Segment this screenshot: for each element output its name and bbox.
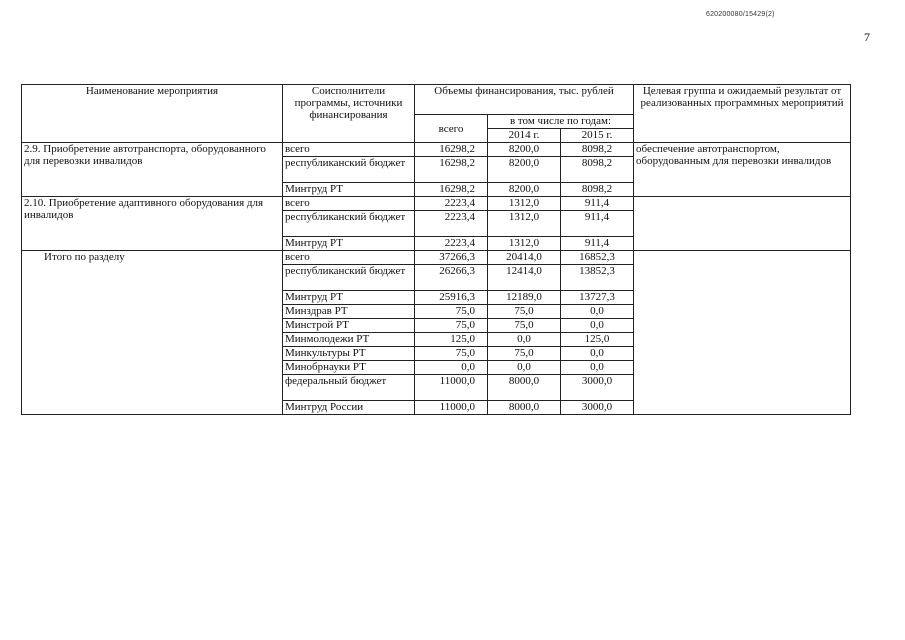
total-value: 2223,4 [415, 211, 488, 237]
total-value: 75,0 [415, 347, 488, 361]
funding-source: всего [283, 251, 415, 265]
total-value: 2223,4 [415, 237, 488, 251]
year-2014-value: 75,0 [488, 305, 561, 319]
header-by-years: в том числе по годам: [488, 115, 634, 129]
year-2014-value: 8200,0 [488, 157, 561, 183]
year-2014-value: 8200,0 [488, 183, 561, 197]
total-value: 16298,2 [415, 143, 488, 157]
measure-name: 2.10. Приобретение адаптивного оборудования для инвалидов [22, 197, 283, 251]
year-2015-value: 13727,3 [561, 291, 634, 305]
table-row [22, 143, 851, 157]
funding-source: всего [283, 143, 415, 157]
year-2014-value: 12414,0 [488, 265, 561, 291]
total-value: 2223,4 [415, 197, 488, 211]
year-2014-value: 75,0 [488, 347, 561, 361]
funding-source: Минобрнауки РТ [283, 361, 415, 375]
year-2014-value: 8200,0 [488, 143, 561, 157]
year-2015-value: 0,0 [561, 305, 634, 319]
funding-source: Минтруд РТ [283, 183, 415, 197]
page-number: 7 [864, 30, 870, 44]
table-row [22, 251, 851, 265]
funding-source: Минмолодежи РТ [283, 333, 415, 347]
measure-name: Итого по разделу [22, 251, 283, 415]
header-total: всего [415, 115, 488, 143]
header-target: Целевая группа и ожидаемый результат от реализованных программных мероприятий [634, 85, 851, 143]
funding-source: республиканский бюджет [283, 265, 415, 291]
target-result: обеспечение автотранспортом, оборудованным для перевозки инвалидов [634, 143, 851, 197]
table-body [22, 143, 851, 415]
year-2015-value: 0,0 [561, 361, 634, 375]
year-2014-value: 8000,0 [488, 375, 561, 401]
total-value: 25916,3 [415, 291, 488, 305]
funding-source: Минздрав РТ [283, 305, 415, 319]
funding-source: Минкультуры РТ [283, 347, 415, 361]
year-2014-value: 0,0 [488, 333, 561, 347]
year-2014-value: 1312,0 [488, 237, 561, 251]
total-value: 11000,0 [415, 401, 488, 415]
funding-source: Минтруд России [283, 401, 415, 415]
year-2015-value: 13852,3 [561, 265, 634, 291]
year-2015-value: 0,0 [561, 319, 634, 333]
total-value: 75,0 [415, 319, 488, 333]
year-2015-value: 8098,2 [561, 143, 634, 157]
header-funding: Объемы финансирования, тыс. рублей [415, 85, 634, 115]
year-2014-value: 20414,0 [488, 251, 561, 265]
year-2015-value: 3000,0 [561, 375, 634, 401]
year-2014-value: 0,0 [488, 361, 561, 375]
funding-source: Минтруд РТ [283, 291, 415, 305]
year-2015-value: 911,4 [561, 197, 634, 211]
year-2015-value: 8098,2 [561, 157, 634, 183]
financing-table [21, 84, 851, 415]
year-2015-value: 3000,0 [561, 401, 634, 415]
funding-source: республиканский бюджет [283, 157, 415, 183]
target-result [634, 251, 851, 415]
header-year-2015: 2015 г. [561, 129, 634, 143]
year-2015-value: 125,0 [561, 333, 634, 347]
year-2015-value: 8098,2 [561, 183, 634, 197]
year-2015-value: 16852,3 [561, 251, 634, 265]
total-value: 26266,3 [415, 265, 488, 291]
total-value: 11000,0 [415, 375, 488, 401]
year-2014-value: 1312,0 [488, 211, 561, 237]
document-id: 620200080/15429(2) [706, 11, 775, 18]
funding-source: республиканский бюджет [283, 211, 415, 237]
total-value: 37266,3 [415, 251, 488, 265]
header-name: Наименование мероприятия [22, 85, 283, 143]
funding-source: всего [283, 197, 415, 211]
total-value: 16298,2 [415, 183, 488, 197]
year-2015-value: 911,4 [561, 237, 634, 251]
measure-name: 2.9. Приобретение автотранспорта, оборудованного для перевозки инвалидов [22, 143, 283, 197]
table-row [22, 197, 851, 211]
target-result [634, 197, 851, 251]
year-2014-value: 75,0 [488, 319, 561, 333]
year-2014-value: 8000,0 [488, 401, 561, 415]
funding-source: Минстрой РТ [283, 319, 415, 333]
total-value: 0,0 [415, 361, 488, 375]
header-executors: Соисполнители программы, источники финансирования [283, 85, 415, 143]
year-2014-value: 1312,0 [488, 197, 561, 211]
funding-source: Минтруд РТ [283, 237, 415, 251]
year-2015-value: 911,4 [561, 211, 634, 237]
funding-source: федеральный бюджет [283, 375, 415, 401]
year-2014-value: 12189,0 [488, 291, 561, 305]
header-year-2014: 2014 г. [488, 129, 561, 143]
total-value: 75,0 [415, 305, 488, 319]
total-value: 125,0 [415, 333, 488, 347]
total-value: 16298,2 [415, 157, 488, 183]
year-2015-value: 0,0 [561, 347, 634, 361]
